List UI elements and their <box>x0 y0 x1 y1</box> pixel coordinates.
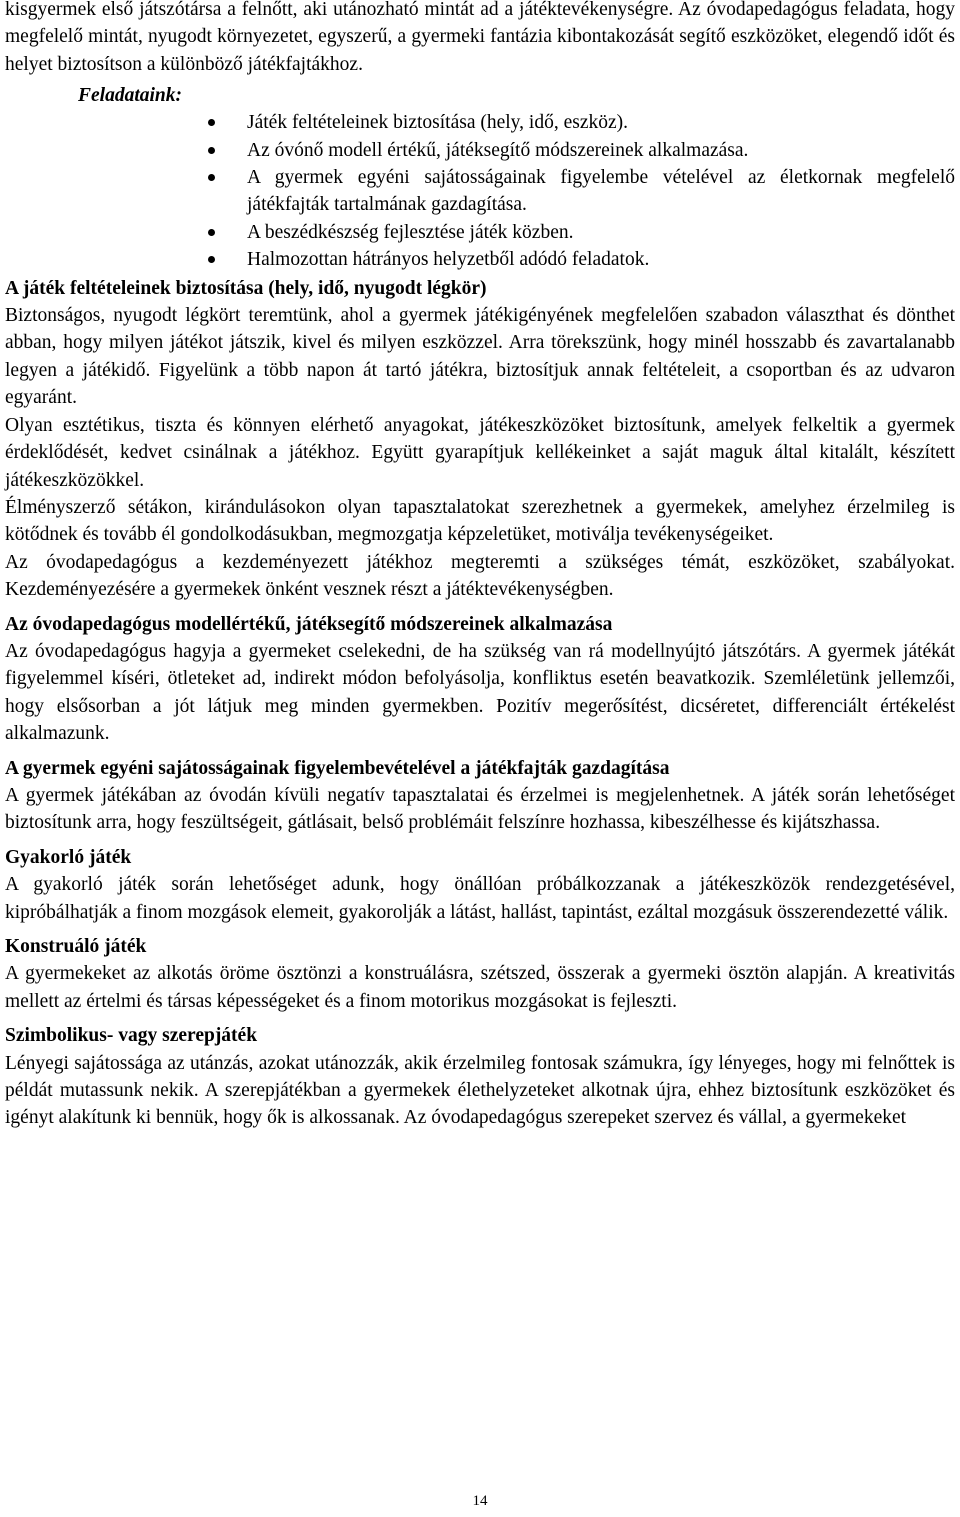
task-item: A gyermek egyéni sajátosságainak figyelembe vételével az életkornak megfelelő játékfajták tartalmának gazdagítása. <box>247 164 955 219</box>
section-paragraph: A gyakorló játék során lehetőséget adunk, hogy önállóan próbálkozzanak a játékeszközök rendezgetésével, kipróbálhatják a finom mozgások elemeit, gyakorolják a látást, hallást, tapintást, ezáltal mozgásuk összerendezetté válik. <box>5 874 955 923</box>
task-item: Halmozottan hátrányos helyzetből adódó feladatok. <box>247 246 955 273</box>
section-heading: A játék feltételeinek biztosítása (hely, idő, nyugodt légkör) <box>5 277 487 299</box>
section-paragraph: Olyan esztétikus, tiszta és könnyen elérhető anyagokat, játékeszközöket biztosítunk, amelyek felkeltik a gyermek érdeklődését, kedvet csinálnak a játékhoz. Együtt gyarapítjuk kellékeinket a saját maguk által kitalált, készített játékeszközökkel. <box>5 414 955 491</box>
section-paragraph: Az óvodapedagógus hagyja a gyermeket cselekedni, de ha szükség van rá modellnyújtó játszótárs. A gyermek játékát figyelemmel kíséri, ötleteket ad, indirekt módon befolyásolja, konfliktus esetén beavatkozik. Szemléletünk jellemzői, hogy elsősorban a jót látjuk meg minden gyermekben. Pozitív megerősítést, dicséretet, differenciált értékelést alkalmazunk. <box>5 640 955 745</box>
task-item: Az óvónő modell értékű, játéksegítő módszereinek alkalmazása. <box>247 137 955 164</box>
section-paragraph: A gyermek játékában az óvodán kívüli negatív tapasztalatai és érzelmei is megjelenhetnek. A játék során lehetőséget biztosítunk arra, hogy feszültségeit, gátlásait, belső problémáit felszínre hozhassa, kibeszélhesse és kijátszhassa. <box>5 784 955 834</box>
section-heading: Gyakorló játék <box>5 846 132 868</box>
section-heading: Szimbolikus- vagy szerepjáték <box>5 1025 258 1047</box>
intro-paragraph: kisgyermek első játszótársa a felnőtt, aki utánozható mintát ad a játéktevékenységre. Az óvodapedagógus feladata, hogy megfelelő mintát, nyugodt környezetet, egyszerű, a gyermeki fantázia kibontakozását segítő eszközöket, elegendő időt és helyet biztosítson a különböző játékfajtákhoz. <box>5 0 955 75</box>
section-individual-traits <box>5 755 955 837</box>
tasks-list <box>5 109 955 273</box>
section-practice-play <box>5 844 955 926</box>
section-paragraph: Lényegi sajátossága az utánzás, azokat utánozzák, akik érzelmileg fontosak számukra, így lényeges, hogy mi felnőttek is példát mutassunk nekik. A szerepjátékban a gyermekek élethelyzeteket alkotnak újra, ehhez biztosítunk eszközöket és igényt alakítunk ki bennük, hogy ők is alkossanak. Az óvodapedagógus szerepeket szervez és vállal, a gyermekeket <box>5 1052 955 1129</box>
section-constructive-play <box>5 933 955 1015</box>
document-page <box>5 0 955 1132</box>
tasks-title: Feladataink: <box>78 85 183 107</box>
section-paragraph: Az óvodapedagógus a kezdeményezett játékhoz megteremti a szükséges témát, eszközöket, szabályokat. Kezdeményezésére a gyermekek önként vesznek részt a játéktevékenységben. <box>5 551 955 601</box>
section-model-methods <box>5 611 955 748</box>
section-heading: Az óvodapedagógus modellértékű, játéksegítő módszereinek alkalmazása <box>5 613 613 635</box>
section-heading: Konstruáló játék <box>5 936 147 957</box>
section-heading: A gyermek egyéni sajátosságainak figyelembevételével a játékfajták gazdagítása <box>5 757 670 779</box>
section-role-play <box>5 1022 955 1132</box>
page-number: 14 <box>472 1493 488 1509</box>
task-item: Játék feltételeinek biztosítása (hely, idő, eszköz). <box>247 109 955 136</box>
section-paragraph: Biztonságos, nyugodt légkört teremtünk, ahol a gyermek játékigényének megfelelően szabadon választhat és dönthet abban, hogy milyen játékot játszik, kivel és milyen eszközzel. Arra törekszünk, hogy minél hosszabb és zavartalanabb legyen a játékidő. Figyelünk a több napon át tartó játékra, biztosítjuk annak feltételeit, a csoportban és az udvaron egyaránt. <box>5 305 955 409</box>
task-item: A beszédkészség fejlesztése játék közben. <box>247 219 955 246</box>
section-paragraph: A gyermekeket az alkotás öröme ösztönzi a konstruálásra, szétszed, összerak a gyermeki ösztön alapján. A kreativitás mellett az értelmi és társas képességeket és a finom motorikus mozgásokat is fejleszti. <box>5 963 955 1012</box>
section-paragraph: Élményszerző sétákon, kirándulásokon olyan tapasztalatokat szerezhetnek a gyermekek, amelyhez érzelmileg is kötődnek és tovább él gondolkodásukban, megmozgatja képzeletüket, motiválja tevékenységeiket. <box>5 496 955 546</box>
section-conditions <box>5 275 955 604</box>
